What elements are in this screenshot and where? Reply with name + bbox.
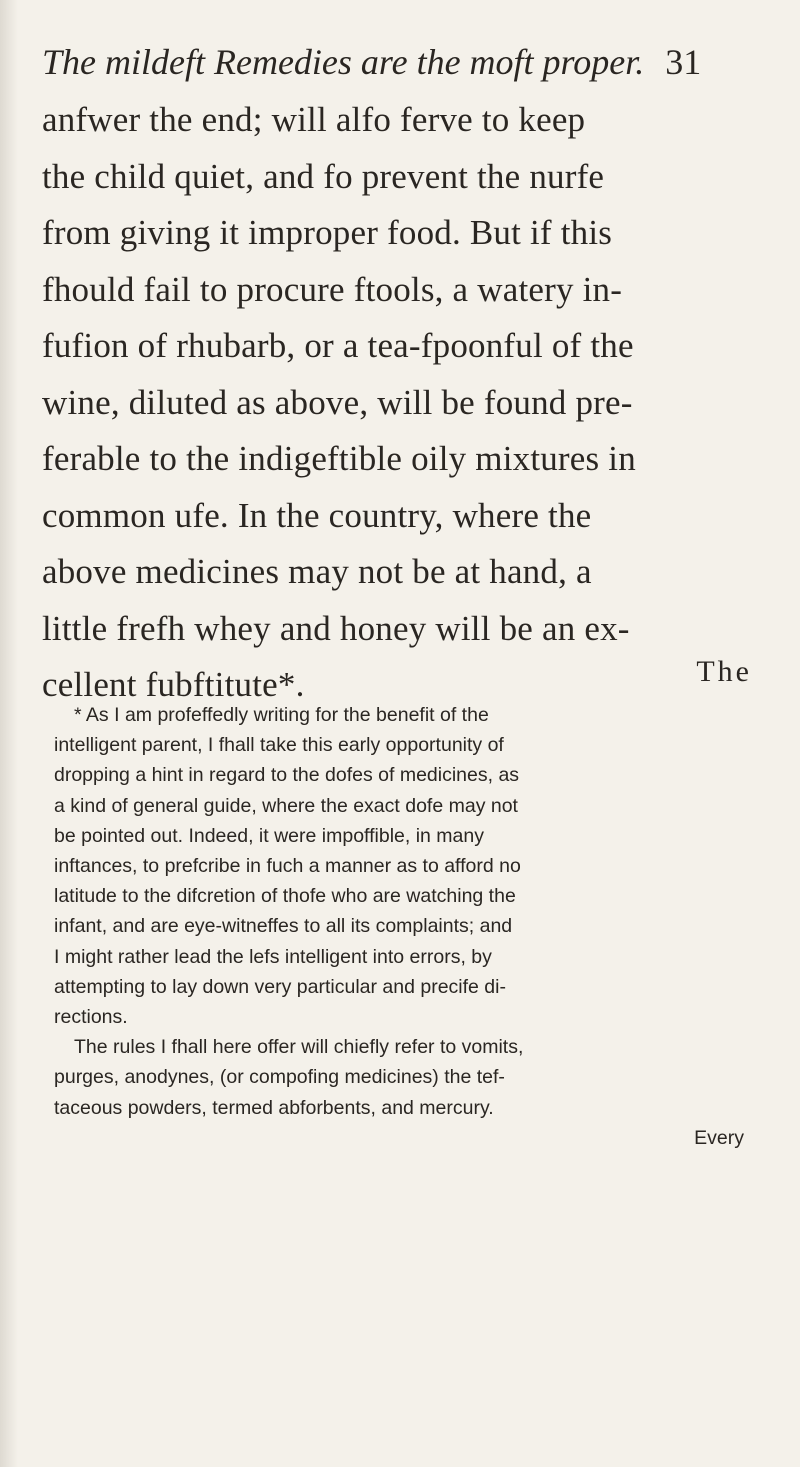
footnote-catchword: Every: [694, 1126, 744, 1149]
body-line: little frefh whey and honey will be an ex-: [42, 608, 630, 648]
body-line: cellent fubftitute*.: [42, 665, 305, 704]
footnote-line: inftances, to prefcribe in fuch a manner as to afford no: [54, 855, 521, 878]
catchword: The: [696, 655, 752, 688]
body-line: anfwer the end; will alfo ferve to keep: [42, 100, 586, 139]
footnote-line: latitude to the difcretion of thofe who are watching the: [54, 885, 516, 908]
body-line: common ufe. In the country, where the: [42, 495, 592, 535]
body-line: wine, diluted as above, will be found pre-: [42, 382, 633, 422]
footnote-line: be pointed out. Indeed, it were impoffible, in many: [54, 824, 484, 847]
page-gutter-shadow: [0, 0, 18, 1467]
body-line: above medicines may not be at hand, a: [42, 552, 592, 591]
footnote: [54, 700, 770, 1153]
body-line: fhould fail to procure ftools, a watery in-: [42, 269, 623, 309]
footnote-line: * As I am profeffedly writing for the benefit of the: [74, 704, 489, 726]
footnote-line: purges, anodynes, (or compofing medicines) the tef-: [54, 1066, 505, 1089]
body-line: ferable to the indigeftible oily mixtures in: [42, 439, 636, 478]
body-line: from giving it improper food. But if this: [42, 213, 613, 252]
footnote-line: intelligent parent, I fhall take this early opportunity of: [54, 734, 504, 757]
footnote-line: attempting to lay down very particular and precife di-: [54, 975, 506, 998]
footnote-line: taceous powders, termed abforbents, and mercury.: [54, 1096, 494, 1119]
footnote-line: rections.: [54, 1006, 128, 1029]
footnote-line: a kind of general guide, where the exact dofe may not: [54, 794, 518, 817]
footnote-line: dropping a hint in regard to the dofes of medicines, as: [54, 764, 520, 787]
body-paragraph: [42, 92, 770, 714]
footnote-line: The rules I fhall here offer will chiefly refer to vomits,: [74, 1036, 524, 1059]
body-line: fufion of rhubarb, or a tea-fpoonful of the: [42, 326, 634, 365]
running-head: [42, 38, 782, 86]
footnote-line: I might rather lead the lefs intelligent into errors, by: [54, 945, 492, 968]
footnote-line: infant, and are eye-witneffes to all its complaints; and: [54, 915, 513, 938]
page-number: 31: [665, 42, 702, 82]
body-line: the child quiet, and fo prevent the nurfe: [42, 156, 605, 196]
running-title: The mildeft Remedies are the moft proper.: [42, 42, 645, 82]
